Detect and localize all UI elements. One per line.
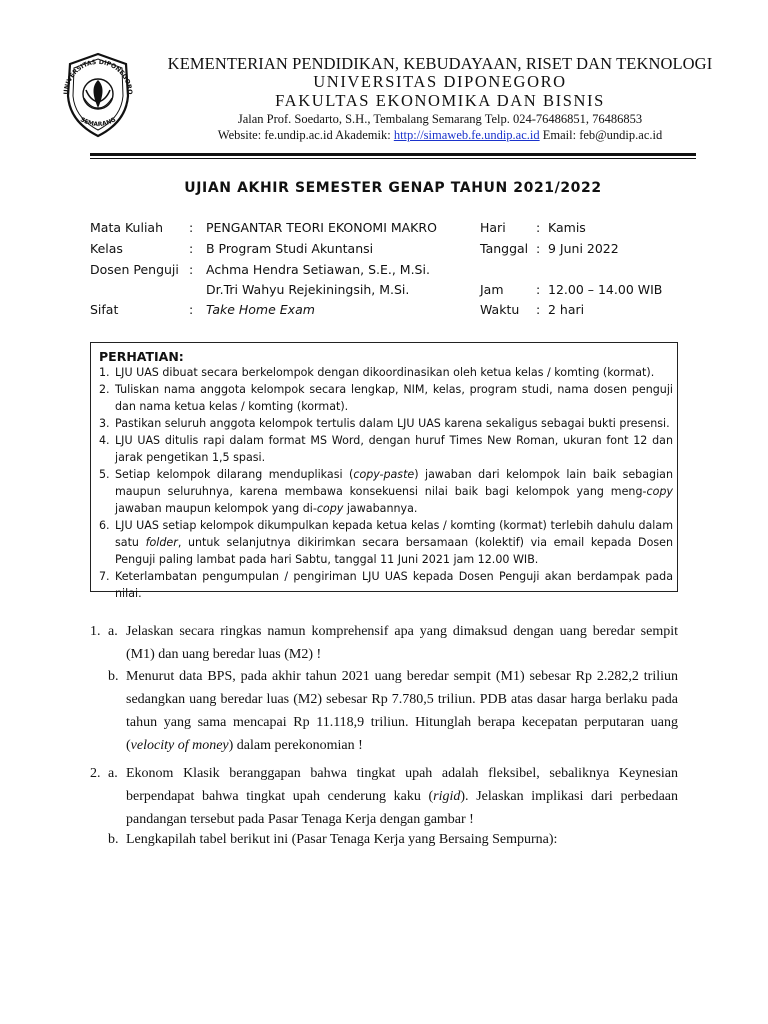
university-name: UNIVERSITAS DIPONEGORO [313, 72, 567, 91]
notice-box [90, 342, 678, 600]
notice-item [95, 415, 673, 432]
university-logo-seal [56, 50, 140, 140]
notice-item-number: 2. [99, 383, 110, 396]
notice-item-number: 5. [99, 468, 110, 481]
notice-item-text: Keterlambatan pengumpulan / pengiriman LJU UAS kepada Dosen Penguji akan berdampak pada nilai. [115, 570, 673, 600]
examiner-2: Dr.Tri Wahyu Rejekiningsih, M.Si. [206, 282, 410, 297]
question-part-text: Jelaskan secara ringkas namun komprehensif apa yang dimaksud dengan uang beredar sempit (M1) dan uang beredar luas (M2) ! [126, 624, 678, 662]
faculty-address: Jalan Prof. Soedarto, S.H., Tembalang Semarang Telp. 024-76486851, 76486853 [237, 112, 643, 126]
notice-item-text: LJU UAS setiap kelompok dikumpulkan kepada ketua kelas / komting (kormat) terlebih dahulu dalam satu [115, 519, 673, 549]
notice-item [95, 432, 673, 466]
date-label: Tanggal [480, 241, 529, 256]
date-value: 9 Juni 2022 [548, 241, 619, 256]
notice-item-text: Setiap kelompok dilarang menduplikasi ( [115, 468, 354, 481]
letterhead-divider-thick [90, 153, 696, 156]
date-colon: : [536, 241, 541, 256]
notice-item-number: 7. [99, 570, 110, 583]
notice-item [95, 364, 673, 381]
nature-label: Sifat [90, 302, 119, 317]
notice-item-text: Pastikan seluruh anggota kelompok tertulis dalam LJU UAS karena sekaligus sebagai bukti presensi. [115, 417, 670, 430]
notice-item [95, 568, 673, 602]
question-part-letter: b. [108, 669, 119, 684]
website-text: Website: fe.undip.ac.id Akademik: [217, 128, 394, 142]
exam-title: UJIAN AKHIR SEMESTER GENAP TAHUN 2021/2022 [184, 180, 602, 196]
notice-item-number: 1. [99, 366, 110, 379]
duration-colon: : [536, 302, 541, 317]
nature-value: Take Home Exam [206, 302, 315, 317]
notice-item-italic: copy [316, 502, 344, 515]
class-value: B Program Studi Akuntansi [206, 241, 374, 256]
logo-top-text: UNIVERSITAS DIPONEGORO [62, 58, 134, 95]
course-colon: : [189, 220, 194, 235]
question-part-text [126, 762, 678, 831]
class-label: Kelas [90, 241, 123, 256]
question-part-letter: b. [108, 832, 119, 847]
class-colon: : [189, 241, 194, 256]
logo-bottom-text: SEMARANG [79, 116, 117, 129]
notice-item-text: jawaban maupun kelompok yang di- [115, 502, 317, 515]
question-part-text [126, 665, 678, 757]
question-part-text: Lengkapilah tabel berikut ini (Pasar Tenaga Kerja yang Bersaing Sempurna): [126, 832, 558, 847]
nature-colon: : [189, 302, 194, 317]
ministry-name: KEMENTERIAN PENDIDIKAN, KEBUDAYAAN, RISET DAN TEKNOLOGI [167, 54, 713, 73]
examiner-1: Achma Hendra Setiawan, S.E., M.Si. [206, 262, 430, 277]
question-text-segment: Menurut data BPS, pada akhir tahun 2021 uang beredar sempit (M1) sebesar Rp 2.282,2 triliun sedangkan uang beredar luas (M2) sebesar Rp 7.780,5 triliun. PDB atas dasar harga berlaku pada tahun yang sama mencapai Rp 11.118,9 triliun. Hitunglah berapa kecepatan perputaran uang ( [126, 669, 678, 753]
notice-item-number: 6. [99, 519, 110, 532]
time-label: Jam [480, 282, 504, 297]
notice-item [95, 517, 673, 568]
question-number: 2. [90, 766, 101, 781]
examiner-label: Dosen Penguji [90, 262, 179, 277]
question-text-segment: Ekonom Klasik beranggapan bahwa tingkat upah adalah fleksibel, sebaliknya Keynesian berpendapat bahwa tingkat upah cenderung kaku ( [126, 766, 678, 804]
question-number: 1. [90, 624, 101, 639]
question-part-letter: a. [108, 766, 118, 781]
notice-list [95, 364, 673, 602]
course-value: PENGANTAR TEORI EKONOMI MAKRO [206, 220, 437, 235]
day-colon: : [536, 220, 541, 235]
day-label: Hari [480, 220, 506, 235]
notice-item-text: LJU UAS ditulis rapi dalam format MS Word, dengan huruf Times New Roman, ukuran font 12 dan jarak pengetikan 1,5 spasi. [115, 434, 673, 464]
examiner-colon: : [189, 262, 194, 277]
notice-item-text: LJU UAS dibuat secara berkelompok dengan dikoordinasikan oleh ketua kelas / komting (kormat). [115, 366, 655, 379]
notice-item-text: ) jawaban dari kelompok lain baik sebagian maupun seluruhnya, karena membawa konsekuensi nilai baik bagi kelompok yang meng- [115, 468, 673, 498]
academic-link[interactable]: http://simaweb.fe.undip.ac.id [393, 128, 540, 142]
notice-item-text: Tuliskan nama anggota kelompok secara lengkap, NIM, kelas, program studi, nama dosen penguji dan nama ketua kelas / komting (kormat). [115, 383, 673, 413]
notice-item-text: jawabannya. [343, 502, 418, 515]
faculty-contact-line [140, 128, 740, 143]
notice-title: PERHATIAN: [99, 349, 184, 364]
question-text-italic: rigid [433, 789, 461, 804]
day-value: Kamis [548, 220, 586, 235]
course-label: Mata Kuliah [90, 220, 164, 235]
letterhead-divider-thin [90, 158, 696, 159]
notice-item-number: 3. [99, 417, 110, 430]
notice-item-italic: copy-paste [353, 468, 415, 481]
notice-item-text: , untuk selanjutnya dikirimkan secara bersamaan (kolektif) via email kepada Dosen Penguji paling lambat pada hari Sabtu, tanggal 11 Juni 2021 jam 12.00 WIB. [115, 536, 673, 566]
question-text-segment: ). Jelaskan implikasi dari perbedaan pandangan tersebut pada Pasar Tenaga Kerja dengan gambar ! [126, 789, 678, 827]
question-text-italic: velocity of money [130, 738, 229, 753]
notice-item-number: 4. [99, 434, 110, 447]
time-colon: : [536, 282, 541, 297]
notice-item [95, 381, 673, 415]
notice-item-italic: folder [145, 536, 178, 549]
time-value: 12.00 – 14.00 WIB [548, 282, 663, 297]
notice-item-italic: copy [646, 485, 673, 498]
duration-value: 2 hari [548, 302, 585, 317]
duration-label: Waktu [480, 302, 520, 317]
question-part-letter: a. [108, 624, 118, 639]
notice-item [95, 466, 673, 517]
question-text-segment: ) dalam perekonomian ! [228, 738, 363, 753]
faculty-name: FAKULTAS EKONOMIKA DAN BISNIS [275, 91, 605, 110]
email-text: Email: feb@undip.ac.id [539, 128, 663, 142]
